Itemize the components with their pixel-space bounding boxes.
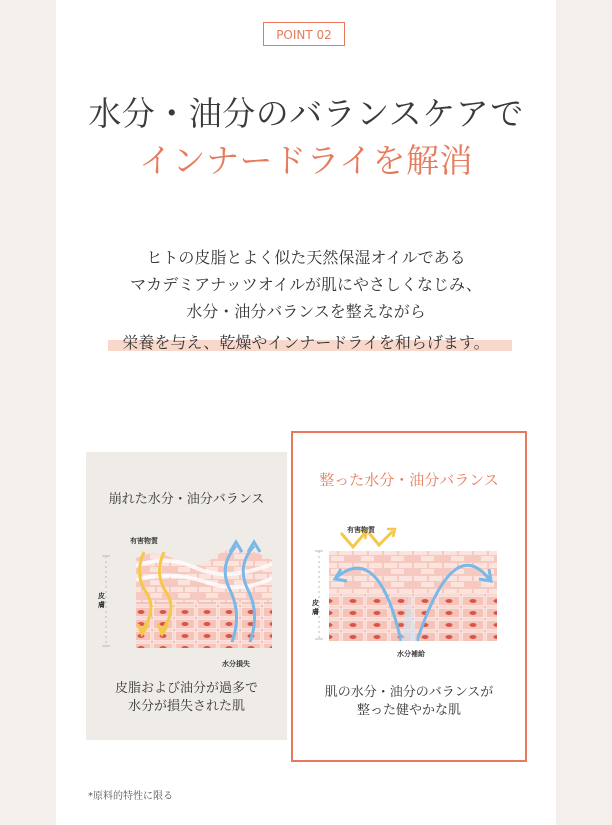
headline-line1: 水分・油分のバランスケアで bbox=[88, 94, 524, 133]
balanced-panel bbox=[291, 431, 527, 762]
point-card bbox=[56, 0, 556, 825]
body-line-1: ヒトの皮脂とよく似た天然保湿オイルである bbox=[146, 248, 466, 267]
body-line-4: 栄養を与え、乾燥やインナードライを和らげます。 bbox=[122, 333, 490, 352]
unbalanced-caption-2: 水分が損失された肌 bbox=[127, 699, 245, 714]
body-line-2: マカデミアナッツオイルが肌にやさしくなじみ、 bbox=[130, 275, 482, 294]
unbalanced-skin-diagram bbox=[86, 534, 287, 674]
balanced-skin-diagram bbox=[293, 523, 525, 663]
headline-line2: インナードライを解消 bbox=[138, 141, 473, 180]
water-supply-label: 水分補給 bbox=[397, 650, 425, 658]
balanced-caption-2: 整った健やかな肌 bbox=[356, 703, 461, 718]
unbalanced-caption-1: 皮脂および油分が過多で bbox=[114, 681, 258, 696]
skin-label: 皮膚 bbox=[312, 599, 319, 616]
unbalanced-title: 崩れた水分・油分バランス bbox=[108, 492, 265, 507]
harmful-label: 有害物質 bbox=[130, 537, 158, 545]
harmful-label: 有害物質 bbox=[347, 526, 375, 534]
balanced-title: 整った水分・油分バランス bbox=[319, 471, 499, 489]
skin-label: 皮膚 bbox=[98, 592, 105, 609]
balanced-caption-1: 肌の水分・油分のバランスが bbox=[324, 685, 494, 700]
point-badge: POINT 02 bbox=[263, 22, 345, 46]
water-loss-label: 水分損失 bbox=[222, 660, 250, 668]
unbalanced-panel bbox=[86, 452, 287, 740]
footnote: *原料的特性に限る bbox=[88, 791, 173, 802]
body-line-3: 水分・油分バランスを整えながら bbox=[186, 302, 426, 321]
harmful-deflect-arrow-1 bbox=[341, 533, 365, 547]
